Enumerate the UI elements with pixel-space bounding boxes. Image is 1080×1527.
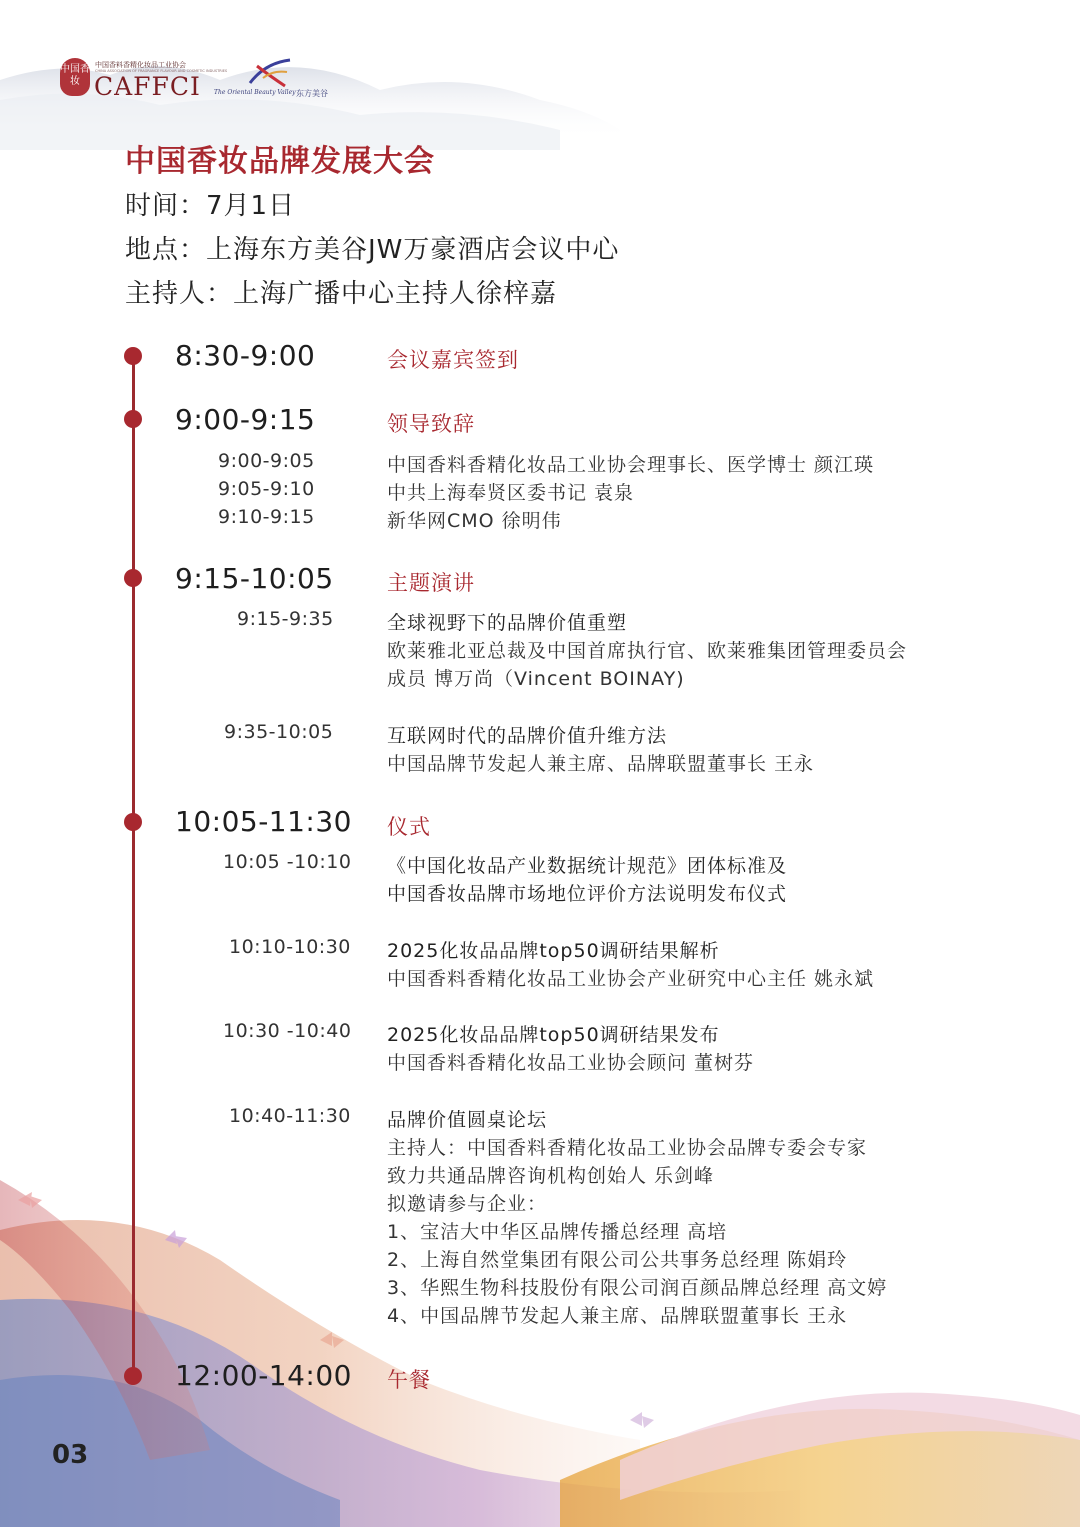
- caffci-logo-text: CAFFCI: [94, 72, 201, 101]
- keynote-speaker: 成员 博万尚（Vincent BOINAY): [387, 668, 685, 690]
- oriental-beauty-valley-icon: [245, 58, 295, 88]
- speech-speaker: 中国香料香精化妆品工业协会理事长、医学博士 颜江瑛: [387, 454, 875, 476]
- timeline-dot: [124, 347, 142, 365]
- slot-title: 主题演讲: [387, 571, 475, 595]
- forum-participant: 4、中国品牌节发起人兼主席、品牌联盟董事长 王永: [387, 1305, 848, 1327]
- event-host: 主持人：上海广播中心主持人徐梓嘉: [125, 279, 558, 309]
- page-title: 中国香妆品牌发展大会: [125, 144, 435, 179]
- timeline-dot: [124, 813, 142, 831]
- keynote-speaker: 欧莱雅北亚总裁及中国首席执行官、欧莱雅集团管理委员会: [387, 640, 908, 662]
- slot-time: 12:00-14:00: [175, 1359, 352, 1392]
- timeline-dot: [124, 569, 142, 587]
- caffci-cn-name: 中国香料香精化妆品工业协会: [95, 61, 186, 69]
- timeline-dot: [124, 1367, 142, 1385]
- slot-title: 午餐: [387, 1368, 431, 1392]
- ceremony-topic: 《中国化妆品产业数据统计规范》团体标准及: [387, 855, 788, 877]
- ceremony-time: 10:40-11:30: [229, 1105, 351, 1127]
- ceremony-topic: 2025化妆品品牌top50调研结果发布: [387, 1024, 720, 1046]
- speech-speaker: 新华网CMO 徐明伟: [387, 510, 562, 532]
- ceremony-topic: 品牌价值圆桌论坛: [387, 1109, 548, 1131]
- slot-title: 领导致辞: [387, 412, 475, 436]
- slot-time: 8:30-9:00: [175, 339, 316, 372]
- forum-host: 致力共通品牌咨询机构创始人 乐剑峰: [387, 1165, 715, 1187]
- forum-participant: 1、宝洁大中华区品牌传播总经理 高培: [387, 1221, 728, 1243]
- caffci-en-fullname: CHINA ASSOCIATION OF FRAGRANCE FLAVOUR AND COSMETIC INDUSTRIES: [95, 69, 228, 73]
- slot-time: 10:05-11:30: [175, 805, 352, 838]
- ceremony-speaker: 中国香料香精化妆品工业协会顾问 董树芬: [387, 1052, 755, 1074]
- ceremony-time: 10:10-10:30: [229, 936, 351, 958]
- timeline-dot: [124, 410, 142, 428]
- event-time: 时间：7月1日: [125, 191, 296, 221]
- oriental-beauty-valley-text: The Oriental Beauty Valley: [214, 89, 296, 96]
- slot-time: 9:15-10:05: [175, 562, 334, 595]
- forum-invite-label: 拟邀请参与企业：: [387, 1193, 548, 1215]
- caffci-seal-logo: 中国香妆: [60, 58, 90, 96]
- oriental-beauty-valley-cn: 东方美谷: [296, 89, 328, 98]
- event-place: 地点：上海东方美谷JW万豪酒店会议中心: [125, 235, 620, 265]
- forum-participant: 2、上海自然堂集团有限公司公共事务总经理 陈娟玲: [387, 1249, 848, 1271]
- slot-title: 会议嘉宾签到: [387, 348, 519, 372]
- speech-time: 9:10-9:15: [218, 506, 315, 528]
- keynote-topic: 全球视野下的品牌价值重塑: [387, 612, 628, 634]
- keynote-time: 9:15-9:35: [237, 608, 334, 630]
- forum-participant: 3、华熙生物科技股份有限公司润百颜品牌总经理 高文婷: [387, 1277, 888, 1299]
- ceremony-topic: 2025化妆品品牌top50调研结果解析: [387, 940, 720, 962]
- slot-time: 9:00-9:15: [175, 403, 316, 436]
- slot-title: 仪式: [387, 815, 431, 839]
- ceremony-time: 10:30 -10:40: [223, 1020, 352, 1042]
- speech-time: 9:00-9:05: [218, 450, 315, 472]
- ceremony-topic: 中国香妆品牌市场地位评价方法说明发布仪式: [387, 883, 788, 905]
- speech-speaker: 中共上海奉贤区委书记 袁泉: [387, 482, 635, 504]
- ceremony-time: 10:05 -10:10: [223, 851, 352, 873]
- speech-time: 9:05-9:10: [218, 478, 315, 500]
- keynote-topic: 互联网时代的品牌价值升维方法: [387, 725, 668, 747]
- keynote-time: 9:35-10:05: [224, 721, 334, 743]
- page-number: 03: [52, 1440, 89, 1470]
- forum-host: 主持人：中国香料香精化妆品工业协会品牌专委会专家: [387, 1137, 868, 1159]
- ceremony-speaker: 中国香料香精化妆品工业协会产业研究中心主任 姚永斌: [387, 968, 875, 990]
- keynote-speaker: 中国品牌节发起人兼主席、品牌联盟董事长 王永: [387, 753, 815, 775]
- timeline-line: [132, 356, 135, 1376]
